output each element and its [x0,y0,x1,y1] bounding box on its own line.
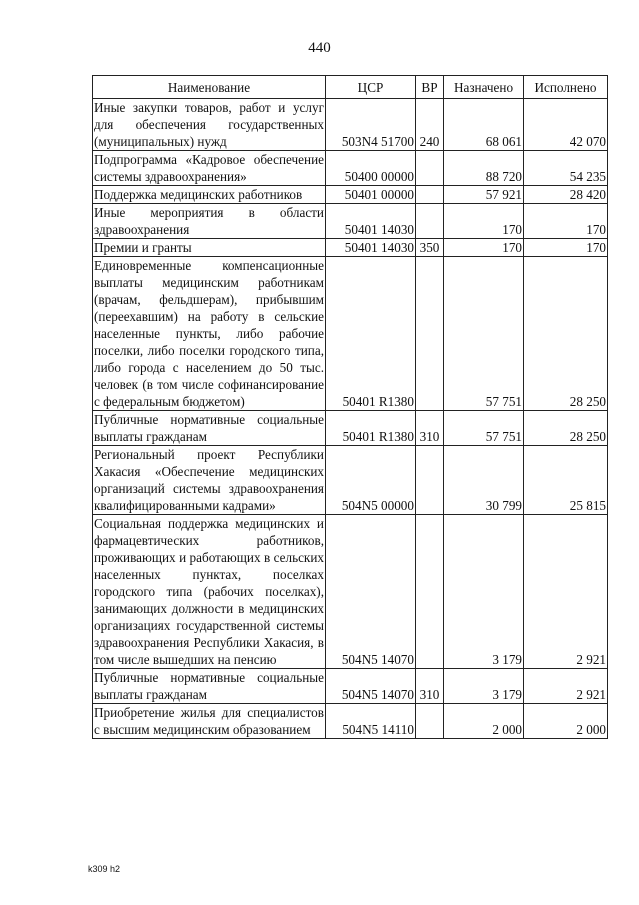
row-planned: 30 799 [444,446,524,515]
row-csr: 50401 R1380 [326,411,416,446]
header-csr: ЦСР [326,76,416,99]
row-vr: 310 [416,411,444,446]
row-csr: 504N5 00000 [326,446,416,515]
row-executed: 42 070 [524,99,608,151]
row-name: Публичные нормативные социальные выплаты гражданам [94,670,324,702]
row-csr: 50401 R1380 [326,257,416,411]
table-row [93,446,608,515]
row-planned: 57 921 [444,186,524,204]
row-executed: 170 [524,204,608,239]
row-vr [416,515,444,669]
row-name: Иные закупки товаров, работ и услуг для обеспечения государственных (муниципальных) нужд [94,100,324,149]
row-executed: 28 420 [524,186,608,204]
row-planned: 3 179 [444,669,524,704]
row-csr: 503N4 51700 [326,99,416,151]
table-row [93,204,608,239]
row-name: Приобретение жилья для специалистов с высшим медицинским образованием [94,705,324,737]
table-row [93,151,608,186]
header-executed: Исполнено [524,76,608,99]
row-name: Подпрограмма «Кадровое обеспечение системы здравоохранения» [94,152,324,184]
row-name: Региональный проект Республики Хакасия «Обеспечение медицинских организаций системы здравоохранения квалифицированными кадрами» [94,447,324,513]
table-row [93,669,608,704]
header-name: Наименование [93,76,326,99]
row-vr [416,204,444,239]
row-executed: 28 250 [524,257,608,411]
row-planned: 88 720 [444,151,524,186]
table-row [93,411,608,446]
row-planned: 57 751 [444,411,524,446]
table-header-row [93,76,608,99]
row-vr [416,446,444,515]
table-row [93,257,608,411]
row-name: Иные мероприятия в области здравоохранения [94,205,324,237]
row-vr: 310 [416,669,444,704]
row-name: Премии и гранты [93,239,326,257]
row-executed: 170 [524,239,608,257]
table-row [93,515,608,669]
row-name: Социальная поддержка медицинских и фармацевтических работников, проживающих и работающих в сельских населенных пунктах, поселках городского типа (рабочих поселках), занимающих должности в медицинских организациях государственной системы здравоохранения Республики Хакасия, в том числе вышедших на пенсию [94,516,324,667]
header-planned: Назначено [444,76,524,99]
row-vr [416,151,444,186]
page-number: 440 [308,40,331,56]
row-planned: 170 [444,204,524,239]
table-row [93,239,608,257]
row-planned: 68 061 [444,99,524,151]
header-vr: ВР [416,76,444,99]
footer-code: k309 h2 [88,864,121,874]
row-name: Единовременные компенсационные выплаты медицинским работникам (врачам, фельдшерам), прибывшим (переехавшим) на работу в сельские населенные пункты, либо рабочие поселки, либо поселки городского типа, либо города с населением до 50 тыс. человек (в том числе софинансирование с федеральным бюджетом) [94,258,324,409]
row-vr: 240 [416,99,444,151]
row-planned: 3 179 [444,515,524,669]
row-vr [416,257,444,411]
budget-table [92,75,608,739]
row-csr: 504N5 14070 [326,515,416,669]
row-planned: 57 751 [444,257,524,411]
row-executed: 2 921 [524,515,608,669]
row-executed: 54 235 [524,151,608,186]
row-csr: 50400 00000 [326,151,416,186]
row-name: Публичные нормативные социальные выплаты гражданам [94,412,324,444]
row-name: Поддержка медицинских работников [93,186,326,204]
table-row [93,704,608,739]
table-row [93,186,608,204]
row-executed: 28 250 [524,411,608,446]
row-planned: 2 000 [444,704,524,739]
row-executed: 2 921 [524,669,608,704]
row-csr: 504N5 14070 [326,669,416,704]
row-vr: 350 [416,239,444,257]
row-vr [416,186,444,204]
row-csr: 504N5 14110 [326,704,416,739]
row-planned: 170 [444,239,524,257]
row-executed: 25 815 [524,446,608,515]
row-csr: 50401 14030 [326,239,416,257]
row-csr: 50401 14030 [326,204,416,239]
row-vr [416,704,444,739]
table-row [93,99,608,151]
row-csr: 50401 00000 [326,186,416,204]
row-executed: 2 000 [524,704,608,739]
